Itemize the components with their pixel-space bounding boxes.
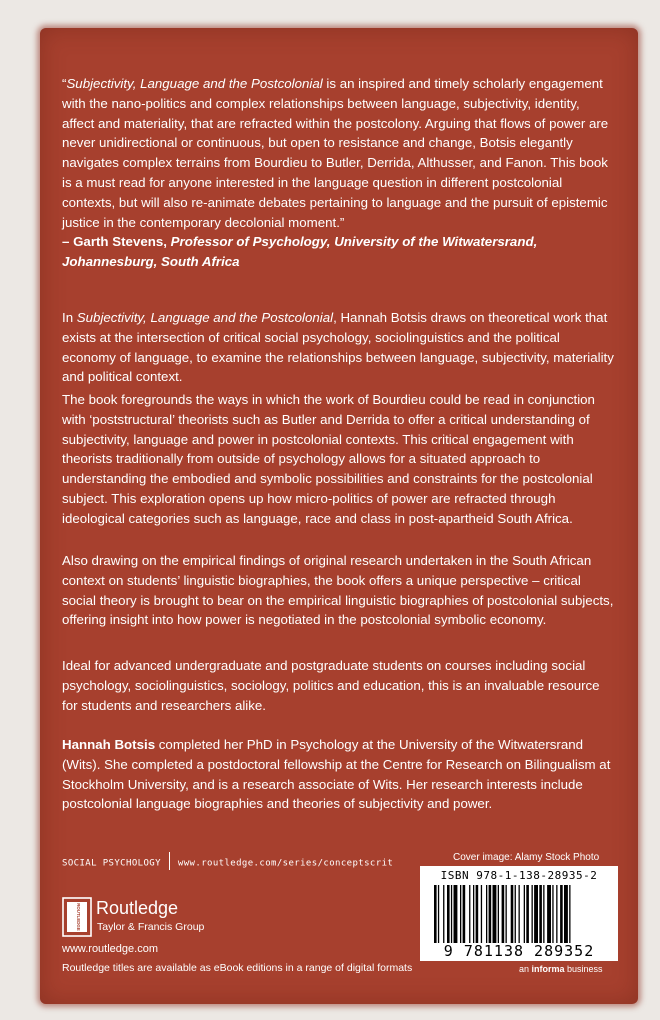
description-paragraph-2: The book foregrounds the ways in which the work of Bourdieu could be read in conjunction with ‘poststructural’ theorists such as Butler and Derrida to offer a critical understanding of subjectivity, language and power in postcolonial contexts. This critical engagement with theorists traditionally from outside of psychology allows for a situated approach to understanding the embodied and symbolic possibilities and constraints for the postcolonial subject. This exploration opens up how micro-politics of power are refracted through ideological categories such as language, race and class in post-apartheid South Africa. (62, 392, 595, 526)
barcode-bar (493, 885, 497, 943)
barcode-bar (515, 885, 516, 943)
barcode-bar (460, 885, 461, 943)
quote-text: is an inspired and timely scholarly engagement with the nano-politics and complex relationships between language, subjectivity, identity, affect and materiality, that are refracted within the postcolony. Arguing that flows of power are never unidirectional or continuous, but open to resistance and change, Botsis elegantly navigates complex terrains from Bourdieu to Butler, Derrida, Althusser, and Fanon. This book is a must read for anyone interested in the language question in different postcolonial contexts, but will also re-animate debates pertaining to language and the pursuit of epistemic justice in the contemporary decolonial moment.” (62, 76, 609, 230)
barcode-bar (569, 885, 570, 943)
barcode-bar (534, 885, 538, 943)
barcode-bar (481, 885, 482, 943)
routledge-logo-icon (62, 897, 92, 937)
barcode-bar (556, 885, 557, 943)
description-p1-text: , Hannah Botsis draws on theoretical work that exists at the intersection of critical social psychology, sociolinguistics and the political economy of language, to examine the relationships between language, subjectivity, materiality and political context. (62, 310, 614, 385)
barcode-bar (539, 885, 542, 943)
barcode-bar (469, 885, 470, 943)
publisher-name: Routledge (96, 898, 179, 918)
barcode-box (420, 866, 618, 961)
barcode-bar (443, 885, 444, 943)
informa-business (519, 964, 603, 974)
informa-suffix: business (564, 964, 603, 974)
quote-attribution (62, 234, 537, 269)
quote-author: – Garth Stevens, (62, 234, 167, 250)
publisher-group: Taylor & Francis Group (97, 921, 205, 933)
barcode-bar (502, 885, 505, 943)
subject-category: SOCIAL PSYCHOLOGY (62, 858, 161, 869)
barcode-bar (526, 885, 529, 943)
description-book-title: Subjectivity, Language and the Postcolonial (76, 310, 334, 325)
barcode-bar (524, 885, 525, 943)
isbn-label: ISBN 978-1-138-28935-2 (440, 869, 598, 882)
barcode-bar (451, 885, 452, 943)
barcode-bar (476, 885, 479, 943)
cover-image-credit: Cover image: Alamy Stock Photo (453, 852, 600, 863)
barcode-bar (532, 885, 533, 943)
author-name: Hannah Botsis (62, 737, 156, 752)
description-paragraph-3: Also drawing on the empirical findings of original research undertaken in the South African context on students’ linguistic biographies, the book offers a unique perspective – critical social theory is brought to bear on the empirical linguistic biographies of postcolonial subjects, offering insight into how power is negotiated in the postcolonial symbolic economy. (62, 553, 614, 628)
logo-side-text: ROUTLEDGE (76, 903, 81, 931)
barcode-bar (447, 885, 450, 943)
barcode-bar (498, 885, 499, 943)
barcode-bar (489, 885, 492, 943)
barcode-bar (438, 885, 439, 943)
barcode-bar (454, 885, 458, 943)
barcode-bar (463, 885, 466, 943)
barcode-icon (434, 885, 610, 943)
barcode-bar (564, 885, 568, 943)
quote-book-title: Subjectivity, Language and the Postcolonial (66, 76, 323, 91)
informa-prefix: an (519, 964, 532, 974)
barcode-bar (511, 885, 514, 943)
barcode-bar (506, 885, 507, 943)
barcode-bar (486, 885, 487, 943)
barcode-bar (560, 885, 563, 943)
author-bio-text: completed her PhD in Psychology at the University of the Witwatersrand (Wits). She completed a postdoctoral fellowship at the Centre for Research on Bilingualism at Stockholm University, and is a research associate of Wits. Her research interests include postcolonial language biographies and theories of subjectivity and power. (62, 737, 611, 812)
endorsement-quote: “Subjectivity, Language and the Postcolonial is an inspired and timely scholarly engagement with the nano-politics and complex relationships between language, subjectivity, identity, affect and materiality, that are refracted within the postcolony. Arguing that flows of power are never unidirectional or continuous, but open to resistance and change, Botsis elegantly navigates complex terrains from Bourdieu to Butler, Derrida, Althusser, and Fanon. This book is a must read for anyone interested in the language question in different postcolonial contexts, but will also re-animate debates pertaining to language and the pursuit of epistemic justice in the contemporary decolonial moment.” – Garth Stevens, Professor of Psychology, University of the Witwatersrand, Johannesburg, South Africa (62, 76, 609, 270)
series-line (62, 854, 393, 872)
author-bio (62, 735, 614, 814)
barcode-bar (543, 885, 544, 943)
barcode-number: 9 781138 289352 (443, 942, 595, 960)
barcode-bar (519, 885, 520, 943)
informa-brand: informa (531, 964, 565, 974)
description-prefix: In (62, 310, 77, 325)
ebook-note: Routledge titles are available as eBook editions in a range of digital formats (62, 962, 413, 974)
barcode-bar (552, 885, 553, 943)
publisher-website: www.routledge.com (62, 943, 158, 955)
quote-affiliation: Professor of Psychology, University of the Witwatersrand, Johannesburg, South Africa (62, 234, 538, 270)
series-url: www.routledge.com/series/conceptscrit (177, 858, 394, 869)
barcode-bar (473, 885, 474, 943)
barcode-bar (434, 885, 437, 943)
barcode-bar (547, 885, 551, 943)
description-paragraph-1 (62, 308, 614, 387)
description-paragraph-4: Ideal for advanced undergraduate and postgraduate students on courses including social psychology, sociolinguistics, sociology, politics and education, this is an invaluable resource for students and researchers alike. (62, 658, 600, 713)
series-divider (169, 852, 170, 870)
